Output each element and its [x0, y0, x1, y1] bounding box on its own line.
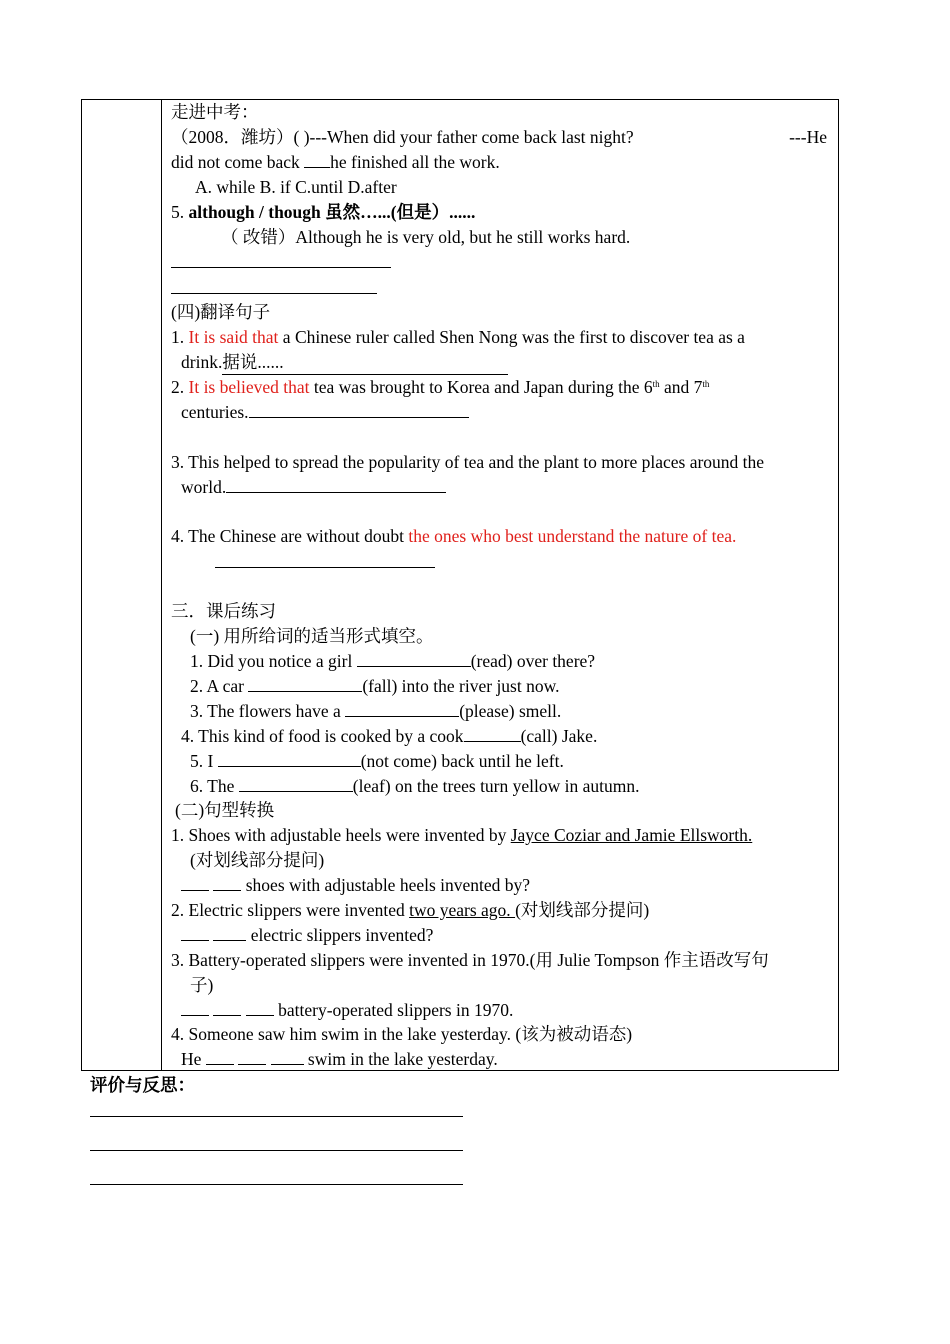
fill-q3	[190, 699, 561, 723]
fill-q3-start: 3. The flowers have a	[190, 701, 346, 721]
transform-t2-text: 2. Electric slippers were invented	[171, 900, 410, 920]
fill-q2	[190, 674, 559, 698]
translate-s1-word: drink.	[181, 352, 223, 372]
fill-q3-end: (please) smell.	[459, 701, 562, 721]
answer-blank[interactable]	[357, 652, 471, 667]
fill-q4-start: 4. This kind of food is cooked by a cook	[181, 726, 464, 746]
reflection-line[interactable]	[90, 1184, 463, 1185]
transform-t1-underlined: Jayce Coziar and Jamie Ellsworth.	[510, 825, 753, 845]
answer-blank[interactable]	[464, 727, 521, 742]
transform-t3-answer	[181, 998, 513, 1022]
answer-blank[interactable]	[304, 153, 330, 168]
exam-question-text: （2008．潍坊）( )---When did your father come back last night?	[171, 127, 634, 147]
fill-q1-start: 1. Did you notice a girl	[190, 651, 357, 671]
exam-heading: 走进中考：	[171, 102, 259, 122]
translate-s4-text: 4. The Chinese are without doubt	[171, 526, 409, 546]
fill-q4-end: (call) Jake.	[520, 726, 598, 746]
homework-heading: 三．课后练习	[171, 601, 276, 621]
transform-t1-note: (对划线部分提问)	[190, 850, 325, 870]
fill-q6	[190, 774, 640, 798]
fill-q5-end: (not come) back until he left.	[360, 751, 564, 771]
translate-s1-answer[interactable]: 据说......	[222, 350, 508, 375]
point5-title: although / though 虽然…...(但是）......	[188, 202, 476, 222]
fill-q6-start: 6. The	[190, 776, 239, 796]
answer-line[interactable]	[171, 293, 377, 294]
answer-blank[interactable]	[213, 1001, 241, 1016]
transform-t1-text: 1. Shoes with adjustable heels were invented by	[171, 825, 511, 845]
transform-t2-underlined: two years ago.	[409, 900, 516, 920]
transform-t3-answer-text: battery-operated slippers in 1970.	[273, 1000, 514, 1020]
transform-t1-answer	[181, 873, 530, 897]
answer-blank[interactable]	[206, 1050, 234, 1065]
fill-q2-end: (fall) into the river just now.	[362, 676, 560, 696]
table-column-divider	[161, 99, 162, 1071]
answer-blank[interactable]	[213, 876, 241, 891]
fill-q1-end: (read) over there?	[470, 651, 596, 671]
answer-line[interactable]	[171, 267, 391, 268]
translate-s2-line1	[171, 375, 709, 399]
translate-s1-text: a Chinese ruler called Shen Nong was the first to discover tea as a	[278, 327, 745, 347]
fill-q5	[190, 749, 564, 773]
superscript: th	[702, 379, 710, 389]
translate-s3-line2	[181, 475, 446, 499]
translate-s2-num: 2.	[171, 377, 189, 397]
answer-blank[interactable]	[246, 1001, 274, 1016]
transform-t4-answer-start: He	[181, 1049, 206, 1069]
answer-blank[interactable]	[249, 403, 469, 418]
exam-question-line2	[171, 150, 500, 174]
answer-blank[interactable]	[213, 926, 246, 941]
exam-question-line2-end: he finished all the work.	[330, 152, 500, 172]
answer-blank[interactable]	[181, 926, 209, 941]
translate-s2-text: tea was brought to Korea and Japan during the 6	[309, 377, 653, 397]
fill-q5-start: 5. I	[190, 751, 218, 771]
answer-blank[interactable]	[271, 1050, 304, 1065]
transform-t2-line1	[171, 898, 649, 922]
transform-t4-answer	[181, 1047, 498, 1071]
translate-s4-key-phrase: the ones who best understand the nature of tea.	[408, 526, 737, 546]
transform-t2-answer	[181, 923, 433, 947]
transform-t1-answer-text: shoes with adjustable heels invented by?	[241, 875, 531, 895]
transform-t2-note: (对划线部分提问)	[515, 900, 650, 920]
translate-s1-line2	[181, 350, 508, 374]
exam-question-answer-start: ---He	[789, 127, 827, 147]
answer-line[interactable]	[215, 567, 435, 568]
reflection-title: 评价与反思：	[90, 1075, 195, 1095]
point5-num: 5.	[171, 202, 189, 222]
translate-s1-num: 1.	[171, 327, 189, 347]
translate-s2-key-phrase: It is believed that	[188, 377, 310, 397]
translate-s2-line2	[181, 400, 469, 424]
transform-t1-line1	[171, 823, 752, 847]
exam-question-line1	[171, 125, 827, 149]
translate-s2-text-mid: and 7	[659, 377, 703, 397]
reflection-line[interactable]	[90, 1150, 463, 1151]
transform-t2-answer-text: electric slippers invented?	[246, 925, 434, 945]
answer-blank[interactable]	[248, 677, 362, 692]
exam-options: A. while B. if C.until D.after	[195, 177, 397, 197]
reflection-line[interactable]	[90, 1116, 463, 1117]
fill-q4	[181, 724, 597, 748]
fill-q2-start: 2. A car	[190, 676, 249, 696]
translate-s3-word: world.	[181, 477, 227, 497]
transform-t3-line1: 3. Battery-operated slippers were invented in 1970.(用 Julie Tompson 作主语改写句	[171, 950, 769, 970]
transform-t3-line2: 子)	[190, 975, 214, 995]
translate-s4-line1	[171, 524, 736, 548]
transform-t4-line1: 4. Someone saw him swim in the lake yesterday. (该为被动语态)	[171, 1024, 633, 1044]
translate-heading: (四)翻译句子	[171, 302, 271, 322]
translate-s2-word: centuries.	[181, 402, 249, 422]
point5-correction: （ 改错）Although he is very old, but he still works hard.	[221, 227, 631, 247]
answer-blank[interactable]	[238, 1050, 266, 1065]
answer-blank[interactable]	[181, 1001, 209, 1016]
translate-s1-key-phrase: It is said that	[188, 327, 279, 347]
superscript: th	[652, 379, 660, 389]
answer-blank[interactable]	[226, 478, 446, 493]
homework-part1-heading: (一) 用所给词的适当形式填空。	[190, 626, 434, 646]
exam-question-line2-start: did not come back	[171, 152, 305, 172]
answer-blank[interactable]	[218, 752, 361, 767]
answer-blank[interactable]	[239, 777, 353, 792]
fill-q1	[190, 649, 595, 673]
answer-blank[interactable]	[345, 702, 459, 717]
point5-title-line	[171, 200, 475, 224]
fill-q6-end: (leaf) on the trees turn yellow in autumn.	[352, 776, 640, 796]
homework-part2-heading: (二)句型转换	[175, 800, 275, 820]
translate-s3-line1: 3. This helped to spread the popularity of tea and the plant to more places around the	[171, 452, 765, 472]
transform-t4-answer-end: swim in the lake yesterday.	[303, 1049, 498, 1069]
answer-blank[interactable]	[181, 876, 209, 891]
translate-s1-line1	[171, 325, 745, 349]
